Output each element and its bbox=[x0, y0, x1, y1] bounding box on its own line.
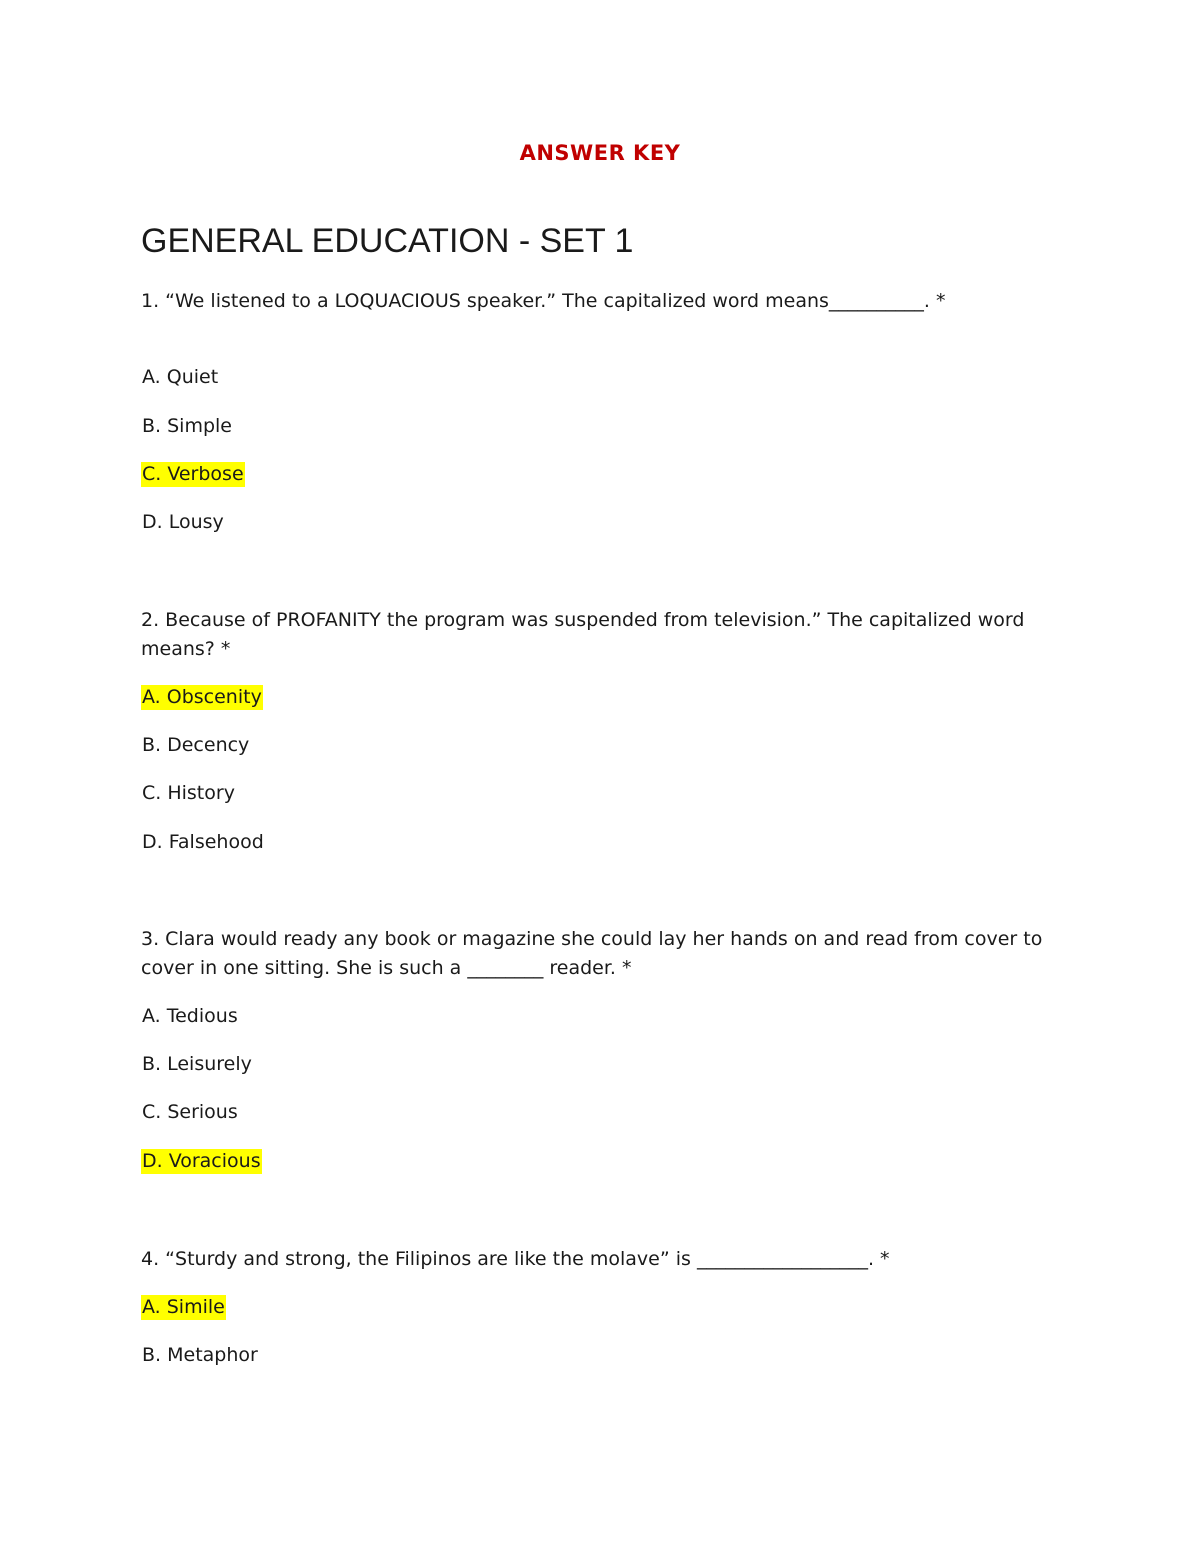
question-text: 1. “We listened to a LOQUACIOUS speaker.” The capitalized word means__________. * bbox=[141, 290, 946, 312]
option-3c: C. Serious bbox=[142, 1101, 238, 1123]
option-2a-correct: A. Obscenity bbox=[142, 686, 262, 708]
option-2c: C. History bbox=[142, 782, 235, 804]
question-1 bbox=[141, 287, 1061, 316]
question-4 bbox=[141, 1245, 1061, 1274]
option-2d: D. Falsehood bbox=[142, 831, 264, 853]
question-2 bbox=[141, 606, 1061, 664]
option-1c-correct: C. Verbose bbox=[142, 463, 244, 485]
option-4a-correct: A. Simile bbox=[142, 1296, 225, 1318]
option-3b: B. Leisurely bbox=[142, 1053, 252, 1075]
set-heading: GENERAL EDUCATION - SET 1 bbox=[141, 222, 634, 260]
question-text: 4. “Sturdy and strong, the Filipinos are like the molave” is __________________. * bbox=[141, 1248, 890, 1270]
question-text: 3. Clara would ready any book or magazine she could lay her hands on and read from cover to cover in one sitting. She is such a ________ reader. * bbox=[141, 928, 1043, 979]
question-3 bbox=[141, 925, 1061, 983]
option-3d-correct: D. Voracious bbox=[142, 1150, 261, 1172]
option-1b: B. Simple bbox=[142, 415, 232, 437]
option-1a: A. Quiet bbox=[142, 366, 219, 388]
question-text: 2. Because of PROFANITY the program was suspended from television.” The capitalized word means? * bbox=[141, 609, 1025, 660]
answer-key-title: ANSWER KEY bbox=[519, 141, 681, 165]
option-3a: A. Tedious bbox=[142, 1005, 238, 1027]
option-1d: D. Lousy bbox=[142, 511, 224, 533]
option-4b: B. Metaphor bbox=[142, 1344, 258, 1366]
option-2b: B. Decency bbox=[142, 734, 250, 756]
